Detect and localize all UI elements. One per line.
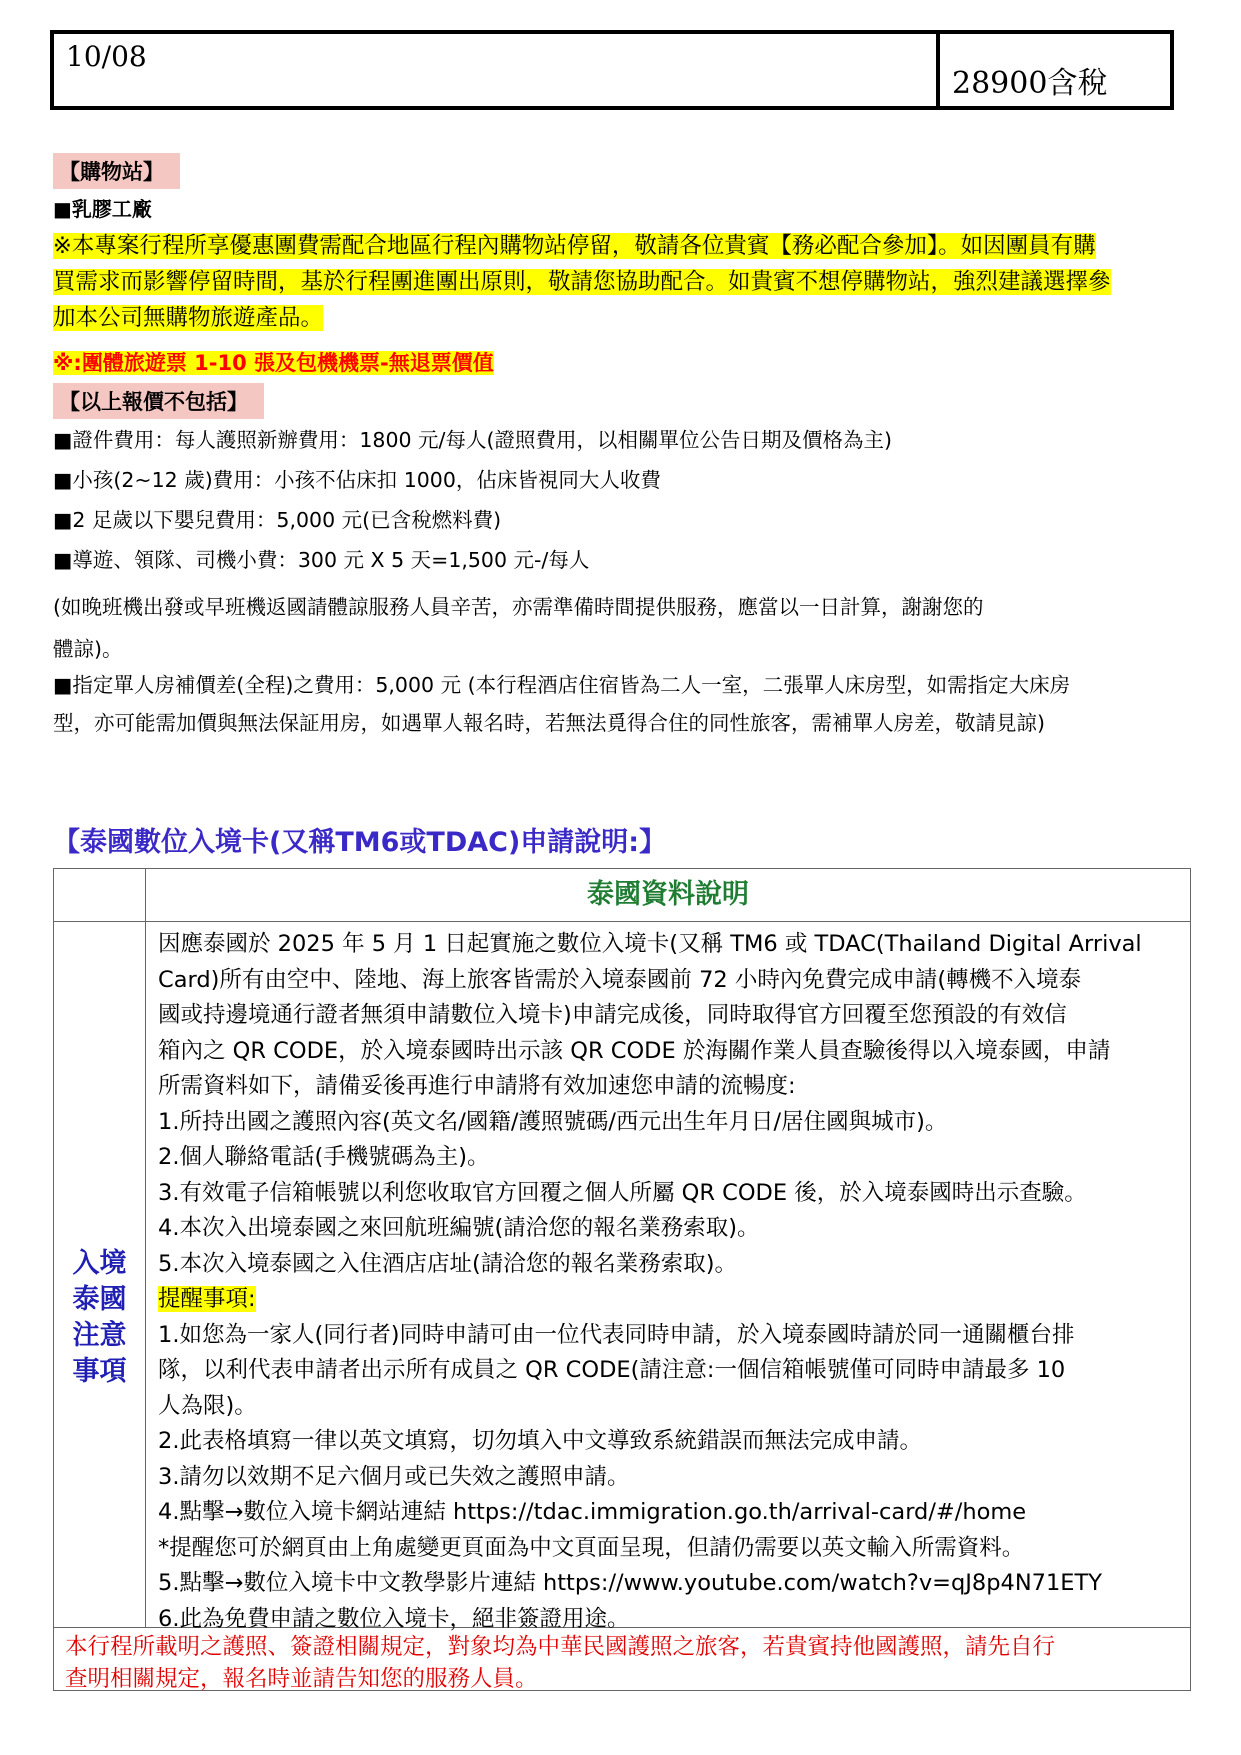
date-cell (54, 34, 940, 106)
reminder-line: 人為限)。 (158, 1392, 257, 1419)
tdac-info-table (53, 868, 1191, 1691)
table-footer-row (54, 1627, 1190, 1690)
exclusions-header: 【以上報價不包括】 (53, 383, 264, 419)
tdac-instructions (158, 927, 1188, 1637)
side-label-cell (54, 921, 146, 1627)
shopping-header-block (53, 153, 1183, 189)
ticket-notice-block (53, 348, 494, 378)
instruction-line: 國或持邊境通行證者無須申請數位入境卡)申請完成後，同時取得官方回覆至您預設的有效信 (158, 1002, 1067, 1028)
tutorial-video-link[interactable]: 5.點擊→數位入境卡中文教學影片連結 https://www.youtube.com/watch?v=qJ8p4N71ETY (158, 1570, 1103, 1596)
instruction-line: 3.有效電子信箱帳號以利您收取官方回覆之個人所屬 QR CODE 後，於入境泰國時出示查驗。 (158, 1179, 1087, 1206)
table-content-row (54, 921, 1190, 1632)
reminder-line: 3.請勿以效期不足六個月或已失效之護照申請。 (158, 1463, 630, 1490)
shopping-item: ■乳膠工廠 (53, 197, 152, 221)
tdac-website-link[interactable]: 4.點擊→數位入境卡網站連結 https://tdac.immigration.go.th/arrival-card/#/home (158, 1499, 1027, 1525)
instruction-line: Card)所有由空中、陸地、海上旅客皆需於入境泰國前 72 小時內免費完成申請(轉機不入境泰 (158, 966, 1082, 993)
table-header-empty-cell (54, 869, 146, 921)
single-room-line: 型，亦可能需加價與無法保証用房，如遇單人報名時，若無法覓得合住的同性旅客，需補單人房差，敬請見諒) (53, 711, 1045, 735)
single-room-line: ■指定單人房補價差(全程)之費用：5,000 元 (本行程酒店住宿皆為二人一室，二張單人床房型，如需指定大床房 (53, 673, 1071, 697)
instruction-line: 箱內之 QR CODE，於入境泰國時出示該 QR CODE 於海關作業人員查驗後得以入境泰國，申請 (158, 1037, 1111, 1064)
reminder-line: 隊，以利代表申請者出示所有成員之 QR CODE(請注意:一個信箱帳號僅可同時申請最多 10 (158, 1357, 1066, 1383)
shopping-header: 【購物站】 (53, 153, 180, 189)
departure-date: 10/08 (66, 40, 147, 73)
ticket-notice: ※:團體旅遊票 1-10 張及包機機票-無退票價值 (53, 351, 494, 375)
exclusion-item: ■2 足歲以下嬰兒費用：5,000 元(已含稅燃料費) (53, 508, 502, 532)
exclusions-list (53, 420, 1203, 670)
price-cell (940, 34, 1170, 106)
shopping-notice (53, 228, 1193, 336)
reminder-line: 1.如您為一家人(同行者)同時申請可由一位代表同時申請，於入境泰國時請於同一通關櫃台排 (158, 1321, 1075, 1348)
side-label (54, 1246, 145, 1390)
exclusions-header-block (53, 383, 1183, 419)
tip-note-line: (如晚班機出發或早班機返國請體諒服務人員辛苦，亦需準備時間提供服務，應當以一日計算，謝謝您的 (53, 595, 984, 619)
tour-price: 28900含稅 (952, 66, 1108, 101)
reminder-label: 提醒事項: (158, 1286, 256, 1312)
single-room-note (53, 666, 1203, 742)
shopping-notice-line: 買需求而影響停留時間，基於行程團進團出原則，敬請您協助配合。如貴賓不想停購物站，強烈建議選擇參 (53, 269, 1111, 295)
exclusion-item: ■小孩(2~12 歲)費用：小孩不佔床扣 1000，佔床皆視同大人收費 (53, 468, 661, 492)
exclusion-item: ■證件費用：每人護照新辦費用：1800 元/每人(證照費用，以相關單位公告日期及價格為主) (53, 428, 892, 452)
side-label-line: 入境 (72, 1248, 127, 1279)
instruction-line: 所需資料如下，請備妥後再進行申請將有效加速您申請的流暢度: (158, 1073, 796, 1099)
side-label-line: 注意 (72, 1320, 127, 1351)
tip-note-line: 體諒)。 (53, 637, 123, 661)
tdac-section-title: 【泰國數位入境卡(又稱TM6或TDAC)申請說明:】 (53, 827, 667, 858)
reminder-line: 6.此為免費申請之數位入境卡，絕非簽證用途。 (158, 1605, 630, 1632)
passport-footer-note (65, 1631, 1185, 1695)
date-price-table (50, 30, 1174, 110)
instruction-line: 1.所持出國之護照內容(英文名/國籍/護照號碼/西元出生年月日/居住國與城市)。 (158, 1108, 948, 1135)
shopping-notice-line: 加本公司無購物旅遊產品。 (53, 305, 324, 331)
side-label-line: 事項 (72, 1356, 127, 1387)
shopping-notice-line: ※本專案行程所享優惠團費需配合地區行程內購物站停留，敬請各位貴賓【務必配合參加】。如因團員有購 (53, 233, 1096, 259)
footer-line: 查明相關規定，報名時並請告知您的服務人員。 (65, 1666, 538, 1692)
instruction-line: 因應泰國於 2025 年 5 月 1 日起實施之數位入境卡(又稱 TM6 或 TDAC(Thailand Digital Arrival (158, 931, 1142, 957)
reminder-line: *提醒您可於網頁由上角處變更頁面為中文頁面呈現，但請仍需要以英文輸入所需資料。 (158, 1534, 1025, 1561)
instruction-line: 2.個人聯絡電話(手機號碼為主)。 (158, 1144, 490, 1170)
side-label-line: 泰國 (72, 1284, 127, 1315)
table-header-row (54, 869, 1190, 922)
instruction-line: 4.本次入出境泰國之來回航班編號(請洽您的報名業務索取)。 (158, 1215, 760, 1241)
footer-line: 本行程所載明之護照、簽證相關規定，對象均為中華民國護照之旅客，若貴賓持他國護照，請先自行 (65, 1634, 1056, 1660)
exclusion-item: ■導遊、領隊、司機小費：300 元 X 5 天=1,500 元-/每人 (53, 548, 590, 572)
instruction-line: 5.本次入境泰國之入住酒店店址(請洽您的報名業務索取)。 (158, 1250, 738, 1277)
table-header-title: 泰國資料說明 (587, 879, 749, 910)
reminder-line: 2.此表格填寫一律以英文填寫，切勿填入中文導致系統錯誤而無法完成申請。 (158, 1428, 922, 1454)
